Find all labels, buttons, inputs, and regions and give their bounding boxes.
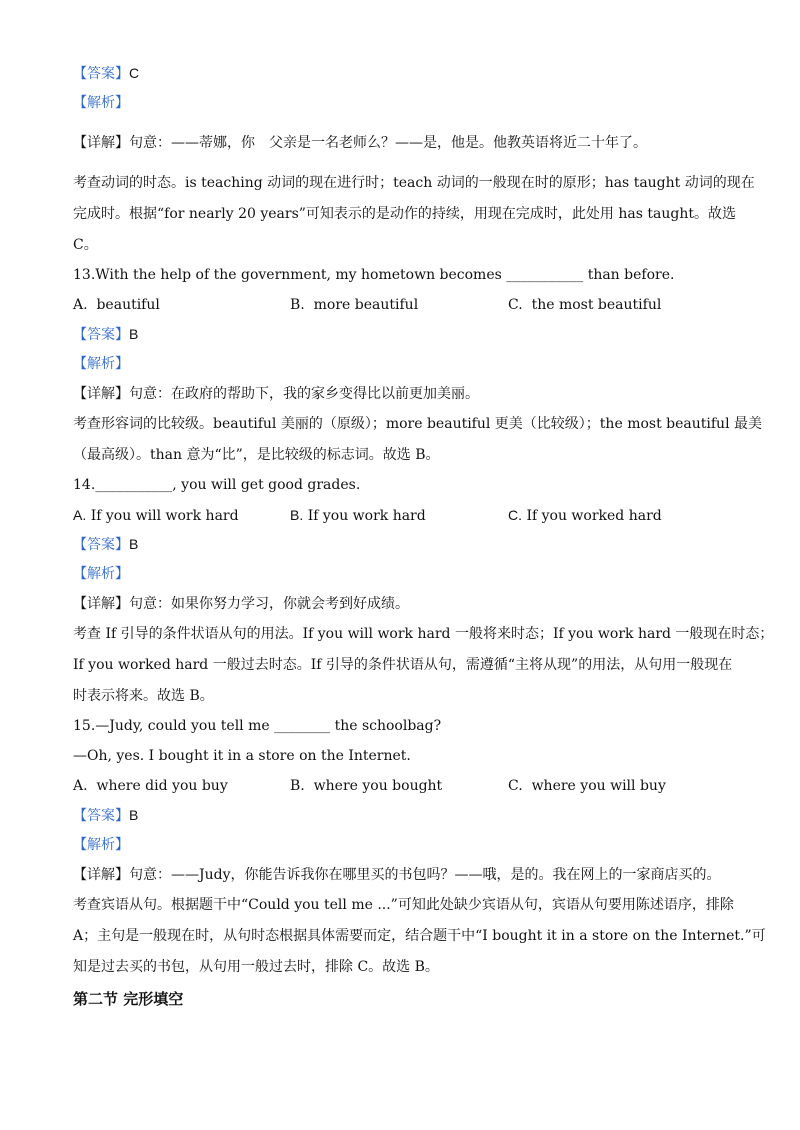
- q14-explain-2: If you worked hard 一般过去时态。If 引导的条件状语从句，需遵循“主将从现”的用法，从句用一般现在: [73, 657, 733, 673]
- q13-option-a: [73, 296, 160, 314]
- q13-detail: 句意：在政府的帮助下，我的家乡变得比以前更加美丽。: [129, 386, 479, 402]
- option-letter: B.: [290, 507, 304, 523]
- answer-tag: 【答案】: [73, 66, 129, 82]
- q13-answer-line: [73, 325, 138, 344]
- q13-option-c: [508, 296, 661, 314]
- q12-explain-1: 考查动词的时态。is teaching 动词的现在进行时；teach 动词的一般现在时的原形；has taught 动词的现在: [73, 175, 755, 191]
- q15-stem: 15.—Judy, could you tell me ________ the schoolbag?: [73, 718, 442, 734]
- option-text: the most beautiful: [531, 297, 662, 313]
- q12-detail-line: [73, 134, 647, 152]
- option-text: beautiful: [96, 297, 160, 313]
- option-letter: C.: [508, 778, 523, 794]
- q15-explain-1: 考查宾语从句。根据题干中“Could you tell me ...”可知此处缺少宾语从句，宾语从句要用陈述语序，排除: [73, 897, 734, 913]
- q15-explain-3: 知是过去买的书包，从句用一般过去时，排除 C。故选 B。: [73, 959, 439, 975]
- q14-option-b: [290, 506, 426, 525]
- q14-answer-line: [73, 535, 138, 554]
- q12-explain-3: C。: [73, 237, 98, 253]
- option-letter: B.: [290, 778, 305, 794]
- option-text: where you will buy: [531, 778, 666, 794]
- q14-option-c: [508, 506, 662, 525]
- q12-answer-line: [73, 64, 139, 83]
- analysis-tag: 【解析】: [73, 566, 129, 582]
- q14-answer: B: [129, 536, 139, 552]
- detail-tag: 【详解】: [73, 596, 129, 612]
- q12-analysis-line: [73, 94, 129, 112]
- q13-analysis-line: [73, 355, 129, 373]
- q15-answer: B: [129, 807, 139, 823]
- option-letter: C.: [508, 297, 523, 313]
- q14-explain-1: 考查 If 引导的条件状语从句的用法。If you will work hard 一般将来时态；If you work hard 一般现在时态；: [73, 626, 774, 642]
- q12-detail: 句意：——蒂娜，你 父亲是一名老师么？——是，他是。他教英语将近二十年了。: [129, 135, 647, 151]
- q13-stem: 13.With the help of the government, my hometown becomes ___________ than before.: [73, 267, 675, 283]
- q14-analysis-line: [73, 565, 129, 583]
- detail-tag: 【详解】: [73, 386, 129, 402]
- option-text: If you will work hard: [90, 508, 239, 524]
- q15-option-b: [290, 777, 442, 795]
- q14-detail: 句意：如果你努力学习，你就会考到好成绩。: [129, 596, 409, 612]
- option-letter: A.: [73, 297, 88, 313]
- q14-stem: 14.___________, you will get good grades.: [73, 477, 361, 493]
- q12-explain-2: 完成时。根据“for nearly 20 years”可知表示的是动作的持续，用现在完成时，此处用 has taught。故选: [73, 206, 736, 222]
- analysis-tag: 【解析】: [73, 837, 129, 853]
- q15-option-c: [508, 777, 666, 795]
- option-text: If you work hard: [307, 508, 426, 524]
- detail-tag: 【详解】: [73, 867, 129, 883]
- q14-explain-3: 时表示将来。故选 B。: [73, 688, 214, 704]
- option-text: where did you buy: [96, 778, 228, 794]
- analysis-tag: 【解析】: [73, 95, 129, 111]
- option-text: more beautiful: [313, 297, 419, 313]
- answer-tag: 【答案】: [73, 537, 129, 553]
- q14-detail-line: [73, 595, 409, 613]
- q13-explain-1: 考查形容词的比较级。beautiful 美丽的（原级）；more beautiful 更美（比较级）；the most beautiful 最美: [73, 416, 762, 432]
- answer-tag: 【答案】: [73, 808, 129, 824]
- option-letter: B.: [290, 297, 305, 313]
- option-text: If you worked hard: [526, 508, 662, 524]
- section-heading: 第二节 完形填空: [73, 990, 184, 1008]
- q15-stem-reply: —Oh, yes. I bought it in a store on the Internet.: [73, 748, 411, 764]
- q14-option-a: [73, 506, 239, 525]
- q15-analysis-line: [73, 836, 129, 854]
- option-letter: A.: [73, 778, 88, 794]
- q13-answer: B: [129, 326, 139, 342]
- detail-tag: 【详解】: [73, 135, 129, 151]
- q15-detail-line: [73, 866, 721, 884]
- answer-tag: 【答案】: [73, 327, 129, 343]
- q15-option-a: [73, 777, 228, 795]
- analysis-tag: 【解析】: [73, 356, 129, 372]
- q12-answer: C: [129, 65, 140, 81]
- q13-detail-line: [73, 385, 479, 403]
- option-letter: A.: [73, 507, 87, 523]
- q15-answer-line: [73, 806, 138, 825]
- option-letter: C.: [508, 507, 522, 523]
- q15-explain-2: A；主句是一般现在时，从句时态根据具体需要而定，结合题干中“I bought it in a store on the Internet.”可: [73, 928, 766, 944]
- q15-detail: 句意：——Judy，你能告诉我你在哪里买的书包吗？——哦，是的。我在网上的一家商店买的。: [129, 867, 721, 883]
- option-text: where you bought: [313, 778, 443, 794]
- q13-option-b: [290, 296, 418, 314]
- q13-explain-2: （最高级）。than 意为“比”，是比较级的标志词。故选 B。: [73, 447, 440, 463]
